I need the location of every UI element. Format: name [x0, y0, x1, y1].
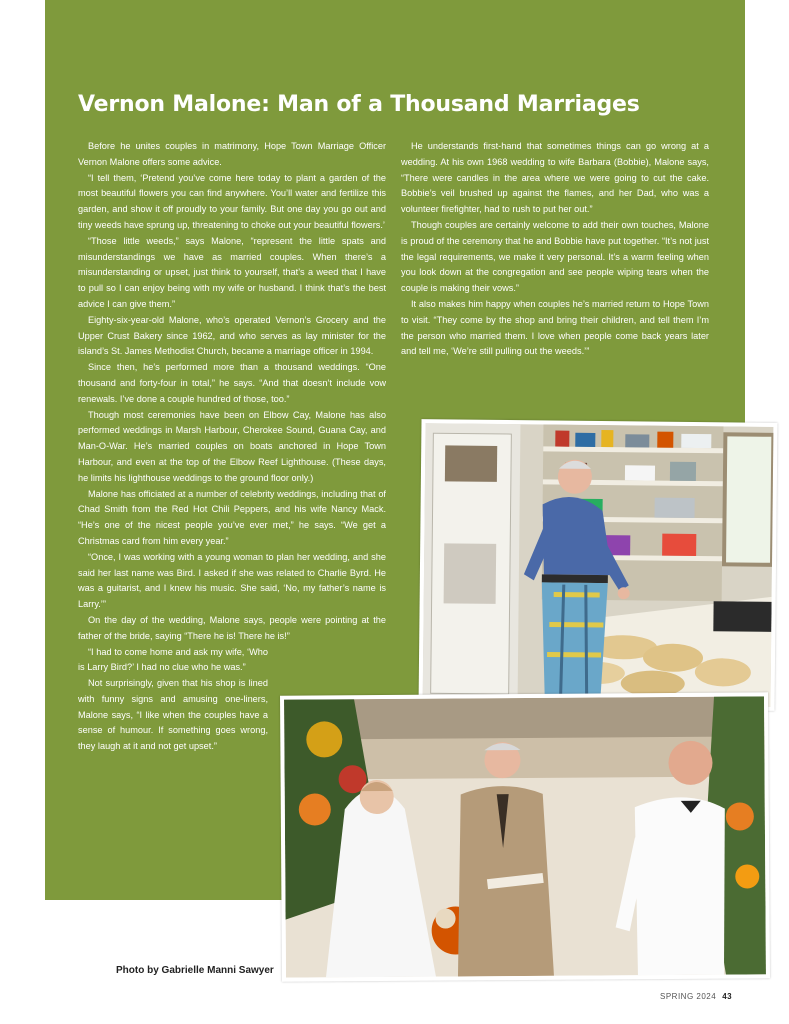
paragraph: “I tell them, ‘Pretend you’ve come here today to plant a garden of the most beautiful flowers you can find anywhere. You’ll water and fertilize this garden, and show it off proudly to your family. But one day you go out and tiny weeds have sprung up, threatening to choke out your beautiful flowers.’ [78, 172, 386, 230]
wedding-photo-illustration [284, 696, 766, 977]
page-footer [660, 992, 732, 1001]
paragraph: “Those little weeds,” says Malone, “represent the little spats and misunderstandings we have as married couples. When there’s a misunderstanding or upset, just think to yourself, that’s a weed that I have to pull so I can enjoy being with my wife or husband. I think that’s the best advice I can give them.” [78, 235, 386, 309]
paragraph: Though couples are certainly welcome to add their own touches, Malone is proud of the ceremony that he and Bobbie have put together. “It’s not just the legal requirements, we make it very personal. It’s a warm feeling when you look down at the congregation and see people wiping tears when the couple is making their vows.” [401, 219, 709, 294]
kitchen-photo [419, 419, 778, 711]
paragraph: Eighty-six-year-old Malone, who’s operated Vernon’s Grocery and the Upper Crust Bakery since 1962, and who serves as lay minister for the island’s St. James Methodist Church, became a marriage officer in 1994. [78, 314, 386, 357]
left-column-narrow-section [78, 645, 268, 756]
kitchen-photo-illustration [423, 423, 774, 707]
paragraph: Since then, he’s performed more than a thousand weddings. “One thousand and forty-four in total,” he says. “And that doesn’t include vow renewals. I’ve done a couple hundred of those, too.” [78, 362, 386, 404]
paragraph: Malone has officiated at a number of celebrity weddings, including that of Chad Smith from the Red Hot Chili Peppers, and his wife Nancy Mack. “He’s one of the nicest people you’ve ever met,” he says. “We get a Christmas card from him every year.” [78, 488, 386, 546]
paragraph: Not surprisingly, given that his shop is lined with funny signs and amusing one-liners, Malone says, “I like when the couples have a sense of humour. If something goes wrong, they laugh at it and not get upset.” [78, 678, 268, 752]
wedding-photo [280, 692, 770, 981]
page-number: 43 [722, 992, 733, 1001]
left-column [78, 139, 386, 755]
issue-label: SPRING 2024 [660, 992, 717, 1001]
article-title: Vernon Malone: Man of a Thousand Marriages [78, 92, 640, 117]
right-column [401, 139, 709, 360]
paragraph: He understands first-hand that sometimes things can go wrong at a wedding. At his own 1968 wedding to wife Barbara (Bobbie), Malone says, “There were candles in the area where we were going to cut the cake. Bobbie’s veil brushed up against the flames, and her Dad, who was a volunteer firefighter, had to rush to put her out.” [401, 141, 709, 215]
photo-credit: Photo by Gabrielle Manni Sawyer [116, 965, 274, 976]
paragraph: Though most ceremonies have been on Elbow Cay, Malone has also performed weddings in Marsh Harbour, Cherokee Sound, Guana Cay, and Man-O-War. He’s married couples on boats anchored in Hope Town Harbour, and even at the top of the Elbow Reef Lighthouse. (These days, he limits his lighthouse weddings to the ground floor only.) [78, 409, 386, 483]
paragraph: “I had to come home and ask my wife, ‘Who is Larry Bird?’ I had no clue who he was.” [78, 646, 268, 673]
paragraph: Before he unites couples in matrimony, Hope Town Marriage Officer Vernon Malone offers some advice. [78, 141, 386, 167]
paragraph: On the day of the wedding, Malone says, people were pointing at the father of the bride, saying “There he is! There he is!” [78, 614, 386, 641]
paragraph: It also makes him happy when couples he’s married return to Hope Town to visit. “They come by the shop and bring their children, and tell them I’m the person who married them. I love when people come back years later and tell me, ‘We’re still pulling out the weeds.’” [401, 298, 709, 357]
paragraph: “Once, I was working with a young woman to plan her wedding, and she said her last name was Bird. I asked if she was related to Charlie Byrd. He was a guitarist, and I knew his music. She said, ‘No, my father’s name is Larry.’” [78, 551, 386, 610]
